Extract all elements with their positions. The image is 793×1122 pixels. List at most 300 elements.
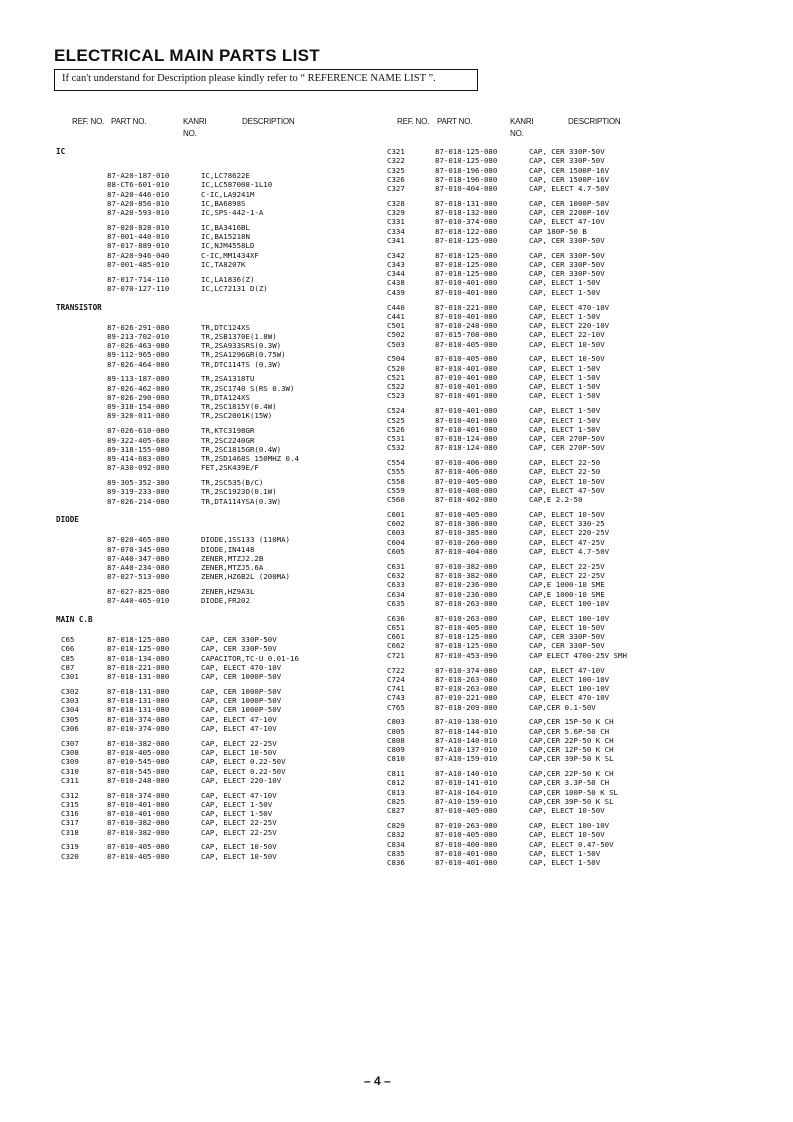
- description: CAP, ELECT 0.22-50V: [201, 757, 286, 767]
- description: CAP, ELECT 1-50V: [529, 415, 601, 425]
- part-no: 87-A20-187-010: [107, 171, 170, 181]
- description: CAP,CER 12P-50 K CH: [529, 745, 614, 755]
- ref-no: C318: [61, 827, 79, 837]
- part-no: 87-010-401-080: [107, 799, 170, 809]
- part-no: 87-020-465-080: [107, 535, 170, 545]
- description: CAP, ELECT 100-10V: [529, 821, 610, 831]
- description: CAP, ELECT 1-50V: [529, 848, 601, 858]
- part-no: 87-010-221-080: [435, 693, 498, 703]
- description: CAP, CER 1000P-50V: [201, 705, 282, 715]
- description: CAP, CER 1500P-16V: [529, 174, 610, 184]
- ref-no: C554: [387, 458, 405, 468]
- part-no: 87-010-374-080: [107, 714, 170, 724]
- ref-no: C307: [61, 738, 79, 748]
- part-no: 87-010-405-080: [435, 622, 498, 632]
- part-no: 87-010-374-080: [435, 665, 498, 675]
- ref-no: C440: [387, 302, 405, 312]
- ref-no: C560: [387, 495, 405, 505]
- ref-no: C603: [387, 528, 405, 538]
- ref-no: C320: [61, 851, 79, 861]
- description: CAP, ELECT 220-10V: [529, 321, 610, 331]
- ref-no: C502: [387, 330, 405, 340]
- left-header-desc: DESCRIPTION: [242, 117, 295, 126]
- right-header-desc: DESCRIPTION: [568, 117, 621, 126]
- description: IC,SPS-442-1-A: [201, 208, 264, 218]
- part-no: 87-018-131-080: [435, 198, 498, 208]
- part-no: 87-015-708-080: [435, 330, 498, 340]
- description: CAP, ELECT 47-10V: [529, 665, 605, 675]
- ref-no: C504: [387, 354, 405, 364]
- part-no: 87-A10-140-010: [435, 769, 498, 779]
- description: CAP, ELECT 22-25V: [529, 561, 605, 571]
- part-no: 89-305-352-380: [107, 478, 170, 488]
- part-no: 87-010-248-080: [435, 321, 498, 331]
- description: CAP, ELECT 1-50V: [529, 858, 601, 868]
- description: ZENER,MTZJ2.2B: [201, 553, 264, 563]
- description: CAP,CER 39P-50 K SL: [529, 796, 614, 806]
- ref-no: C331: [387, 217, 405, 227]
- description: CAP, ELECT 1-50V: [529, 372, 601, 382]
- ref-no: C524: [387, 406, 405, 416]
- description: CAP, ELECT 22-10V: [529, 330, 605, 340]
- description: CAP, ELECT 47-25V: [529, 537, 605, 547]
- ref-no: C651: [387, 622, 405, 632]
- left-header-kanri: KANRI: [183, 117, 207, 126]
- description: CAP, CER 1000P-50V: [201, 696, 282, 706]
- right-header-part: PART NO.: [437, 117, 473, 126]
- section-heading: IC: [56, 147, 66, 156]
- ref-no: C808: [387, 735, 405, 745]
- description: TR,2SC535(B/C): [201, 478, 264, 488]
- description: CAP, ELECT 1-50V: [529, 406, 601, 416]
- page-number: – 4 –: [364, 1074, 391, 1088]
- part-no: 87-010-400-080: [435, 839, 498, 849]
- part-no: 87-010-236-080: [435, 580, 498, 590]
- part-no: 87-010-263-080: [435, 613, 498, 623]
- ref-no: C633: [387, 580, 405, 590]
- description: CAP, ELECT 10-50V: [529, 830, 605, 840]
- description: CAP,CER 0.1-50V: [529, 702, 596, 712]
- ref-no: C722: [387, 665, 405, 675]
- ref-no: C835: [387, 848, 405, 858]
- ref-no: C724: [387, 674, 405, 684]
- part-no: 87-A10-140-010: [435, 735, 498, 745]
- ref-no: C329: [387, 208, 405, 218]
- description: CAP, ELECT 47-10V: [201, 790, 277, 800]
- part-no: 87-010-385-080: [435, 528, 498, 538]
- ref-no: C632: [387, 571, 405, 581]
- description: CAP, ELECT 1-50V: [529, 287, 601, 297]
- part-no: 87-018-131-080: [107, 696, 170, 706]
- part-no: 87-010-221-080: [107, 662, 170, 672]
- part-no: 87-A20-446-010: [107, 189, 170, 199]
- part-no: 87-010-408-080: [435, 485, 498, 495]
- description: CAP, ELECT 10-50V: [201, 842, 277, 852]
- part-no: 87-018-196-080: [435, 165, 498, 175]
- description: CAP, CER 330P-50V: [201, 644, 277, 654]
- description: CAP,CER 39P-50 K SL: [529, 754, 614, 764]
- ref-no: C321: [387, 147, 405, 156]
- part-no: 87-001-485-010: [107, 259, 170, 269]
- part-no: 87-018-131-080: [107, 672, 170, 682]
- description: CAP, CER 330P-50V: [529, 259, 605, 269]
- part-no: 87-017-889-010: [107, 241, 170, 251]
- part-no: 87-018-131-080: [107, 686, 170, 696]
- ref-no: C87: [61, 662, 75, 672]
- ref-no: C303: [61, 696, 79, 706]
- description: CAP, ELECT 100-10V: [529, 598, 610, 608]
- description: CAP, ELECT 330-25: [529, 519, 605, 529]
- part-no: 87-010-386-080: [435, 519, 498, 529]
- description: CAP, CER 330P-50V: [529, 632, 605, 642]
- ref-no: C809: [387, 745, 405, 755]
- description: IC,BA6898S: [201, 198, 246, 208]
- part-no: 87-A40-234-080: [107, 563, 170, 573]
- part-no: 87-010-382-080: [435, 561, 498, 571]
- description: C-IC,MM1434XF: [201, 250, 259, 260]
- ref-no: C521: [387, 372, 405, 382]
- description: CAP, ELECT 100-10V: [529, 613, 610, 623]
- part-no: 87-010-404-080: [435, 546, 498, 556]
- left-header-ref: REF. NO.: [72, 117, 105, 126]
- part-no: 87-010-401-080: [435, 415, 498, 425]
- part-no: 87-018-124-080: [435, 443, 498, 453]
- ref-no: C601: [387, 509, 405, 519]
- description: TR,2SA1296GR(0.75W): [201, 350, 286, 360]
- part-no: 87-018-125-080: [107, 635, 170, 645]
- part-no: 89-320-011-080: [107, 411, 170, 421]
- ref-no: C302: [61, 686, 79, 696]
- description: TR,KTC3198GR: [201, 426, 255, 436]
- description: TR,2SC2001K(15W): [201, 411, 273, 421]
- part-no: 87-026-463-080: [107, 341, 170, 351]
- part-no: 87-010-401-080: [435, 311, 498, 321]
- ref-no: C834: [387, 839, 405, 849]
- part-no: 87-010-545-080: [107, 757, 170, 767]
- description: CAP, ELECT 10-50V: [529, 476, 605, 486]
- ref-no: C501: [387, 321, 405, 331]
- part-no: 87-010-382-080: [107, 827, 170, 837]
- description: TR,DTA124XS: [201, 392, 250, 402]
- description: CAP, ELECT 22-25V: [529, 571, 605, 581]
- description: TR,DTC114TS (0.3W): [201, 359, 282, 369]
- ref-no: C829: [387, 821, 405, 831]
- description: TR,2SB1370E(1.8W): [201, 331, 277, 341]
- part-no: 87-026-214-080: [107, 496, 170, 506]
- description: IC,LA1836(Z): [201, 274, 255, 284]
- part-no: 87-070-127-110: [107, 284, 170, 293]
- part-no: 87-018-125-080: [435, 641, 498, 651]
- description: CAP ELECT 4700-25V SMH: [529, 650, 627, 660]
- part-no: 87-A10-138-010: [435, 717, 498, 727]
- part-no: 89-318-155-080: [107, 444, 170, 454]
- description: CAP, CER 1000P-50V: [201, 686, 282, 696]
- part-no: 87-010-263-080: [435, 684, 498, 693]
- part-no: 87-A10-137-010: [435, 745, 498, 755]
- description: CAP, ELECT 47-10V: [529, 217, 605, 227]
- part-no: 87-A10-159-010: [435, 796, 498, 806]
- ref-no: C520: [387, 363, 405, 373]
- part-no: 87-010-401-080: [435, 848, 498, 858]
- part-no: 87-001-440-010: [107, 232, 170, 242]
- part-no: 87-010-402-080: [435, 495, 498, 505]
- description: CAP, CER 330P-50V: [529, 147, 605, 156]
- description: CAP,E 2.2-50: [529, 495, 583, 505]
- description: CAP, CER 330P-50V: [201, 635, 277, 645]
- description: IC,TA8207K: [201, 259, 246, 269]
- ref-no: C825: [387, 796, 405, 806]
- ref-no: C315: [61, 799, 79, 809]
- part-no: 87-010-545-080: [107, 766, 170, 776]
- description: CAP,CER 22P-50 K CH: [529, 769, 614, 779]
- description: CAP,CER 3.3P-50 CH: [529, 778, 610, 788]
- part-no: 87-018-122-080: [435, 226, 498, 236]
- right-header-ref: REF. NO.: [397, 117, 430, 126]
- part-no: 88-CT6-601-010: [107, 180, 170, 190]
- description: TR,2SC1740 S(RS 0.3W): [201, 383, 295, 393]
- description: CAP, ELECT 1-50V: [201, 799, 273, 809]
- description: CAP, CER 330P-50V: [529, 250, 605, 260]
- ref-no: C803: [387, 717, 405, 727]
- description: CAP,CER 22P-50 K CH: [529, 735, 614, 745]
- description: TR,2SC1815Y(0.4W): [201, 402, 277, 412]
- part-no: 87-017-714-110: [107, 274, 170, 284]
- ref-no: C522: [387, 382, 405, 392]
- description: CAP, ELECT 220-25V: [529, 528, 610, 538]
- ref-no: C327: [387, 184, 405, 193]
- part-no: 87-A40-347-080: [107, 553, 170, 563]
- ref-no: C526: [387, 424, 405, 434]
- ref-no: C525: [387, 415, 405, 425]
- part-no: 87-018-125-080: [435, 259, 498, 269]
- ref-no: C836: [387, 858, 405, 868]
- ref-no: C342: [387, 250, 405, 260]
- description: CAP, ELECT 100-10V: [529, 674, 610, 684]
- ref-no: C523: [387, 391, 405, 401]
- ref-no: C304: [61, 705, 79, 715]
- part-no: 87-010-382-080: [435, 571, 498, 581]
- part-no: 87-010-453-090: [435, 650, 498, 660]
- description: CAP, ELECT 1-50V: [529, 363, 601, 373]
- ref-no: C343: [387, 259, 405, 269]
- ref-no: C605: [387, 546, 405, 556]
- ref-no: C558: [387, 476, 405, 486]
- description: CAP, CER 330P-50V: [529, 641, 605, 651]
- description: CAP, ELECT 1-50V: [529, 278, 601, 288]
- ref-no: C344: [387, 269, 405, 279]
- ref-no: C325: [387, 165, 405, 175]
- ref-no: C661: [387, 632, 405, 642]
- ref-no: C555: [387, 467, 405, 477]
- ref-no: C312: [61, 790, 79, 800]
- part-no: 87-018-125-080: [435, 632, 498, 642]
- part-no: 87-027-513-080: [107, 572, 170, 582]
- description: CAPACITOR,TC-U 0.01-16: [201, 653, 299, 663]
- description: CAP, ELECT 10-50V: [201, 748, 277, 757]
- part-no: 87-010-405-080: [435, 509, 498, 519]
- ref-no: C319: [61, 842, 79, 852]
- ref-no: C503: [387, 339, 405, 349]
- part-no: 89-213-702-010: [107, 331, 170, 341]
- description: CAP, ELECT 10-50V: [529, 339, 605, 349]
- part-no: 87-026-291-080: [107, 322, 170, 332]
- ref-no: C309: [61, 757, 79, 767]
- left-header-kanri-no: NO.: [183, 129, 197, 138]
- part-no: 89-113-187-080: [107, 374, 170, 384]
- description: TR,2SC2240GR: [201, 435, 255, 445]
- part-no: 89-319-233-080: [107, 487, 170, 497]
- ref-no: C604: [387, 537, 405, 547]
- description: IC,BA3416BL: [201, 222, 250, 232]
- part-no: 87-010-405-080: [435, 339, 498, 349]
- part-no: 87-010-260-080: [435, 537, 498, 547]
- ref-no: C811: [387, 769, 405, 779]
- part-no: 87-010-405-080: [435, 476, 498, 486]
- ref-no: C635: [387, 598, 405, 608]
- ref-no: C85: [61, 653, 75, 663]
- description: CAP, ELECT 4.7-50V: [529, 184, 610, 193]
- ref-no: C805: [387, 726, 405, 736]
- ref-no: C310: [61, 766, 79, 776]
- part-no: 87-010-405-080: [435, 830, 498, 840]
- part-no: 87-010-404-080: [435, 184, 498, 193]
- notice-text: If can't understand for Description please kindly refer to “ REFERENCE NAME LIST ”.: [62, 73, 436, 84]
- description: IC,BA15218N: [201, 232, 250, 242]
- ref-no: C662: [387, 641, 405, 651]
- ref-no: C636: [387, 613, 405, 623]
- part-no: 87-010-374-080: [107, 723, 170, 733]
- ref-no: C308: [61, 748, 79, 757]
- part-no: 87-018-196-080: [435, 174, 498, 184]
- ref-no: C66: [61, 644, 75, 654]
- part-no: 87-010-406-080: [435, 467, 498, 477]
- part-no: 87-018-131-080: [107, 705, 170, 715]
- description: TR,2SD1468S 150MHZ 0.4: [201, 454, 299, 464]
- ref-no: C438: [387, 278, 405, 288]
- description: CAP, ELECT 1-50V: [529, 311, 601, 321]
- description: CAP, ELECT 10-50V: [529, 806, 605, 816]
- ref-no: C812: [387, 778, 405, 788]
- description: CAP,CER 5.6P-50 CH: [529, 726, 610, 736]
- ref-no: C741: [387, 684, 405, 693]
- part-no: 87-018-141-010: [435, 778, 498, 788]
- description: CAP, ELECT 1-50V: [529, 382, 601, 392]
- part-no: 87-018-125-080: [435, 269, 498, 279]
- description: TR,2SC1923O(0.1W): [201, 487, 277, 497]
- part-no: 87-026-610-080: [107, 426, 170, 436]
- description: CAP, ELECT 10-50V: [529, 354, 605, 364]
- ref-no: C301: [61, 672, 79, 682]
- part-no: 87-010-374-080: [435, 217, 498, 227]
- ref-no: C306: [61, 723, 79, 733]
- ref-no: C531: [387, 434, 405, 443]
- description: CAP, ELECT 47-10V: [201, 714, 277, 724]
- description: DIODE,1SS133 (110MA): [201, 535, 290, 545]
- part-no: 87-010-401-080: [435, 382, 498, 392]
- part-no: 87-010-405-080: [435, 354, 498, 364]
- page-title: ELECTRICAL MAIN PARTS LIST: [54, 46, 320, 65]
- section-heading: DIODE: [56, 515, 79, 525]
- description: IC,LC78622E: [201, 171, 250, 181]
- part-no: 87-010-382-080: [107, 738, 170, 748]
- description: CAP, CER 2200P-16V: [529, 208, 610, 218]
- description: CAP, ELECT 22-50: [529, 467, 601, 477]
- part-no: 87-A10-159-010: [435, 754, 498, 764]
- part-no: 87-010-405-080: [107, 748, 170, 757]
- description: TR,DTC124XS: [201, 322, 250, 332]
- part-no: 87-A40-465-010: [107, 596, 170, 606]
- ref-no: C721: [387, 650, 405, 660]
- right-header-kanri: KANRI: [510, 117, 534, 126]
- ref-no: C832: [387, 830, 405, 840]
- part-no: 87-026-464-080: [107, 359, 170, 369]
- ref-no: C328: [387, 198, 405, 208]
- part-no: 87-A30-092-080: [107, 463, 170, 473]
- part-no: 87-010-401-080: [435, 406, 498, 416]
- ref-no: C602: [387, 519, 405, 529]
- section-heading: TRANSISTOR: [56, 302, 102, 312]
- ref-no: C65: [61, 635, 75, 645]
- description: IC,NJM4558LD: [201, 241, 255, 251]
- part-no: 87-010-248-080: [107, 775, 170, 785]
- description: CAP, ELECT 22-25V: [201, 738, 277, 748]
- description: CAP, ELECT 1-50V: [529, 391, 601, 401]
- part-no: 87-018-132-080: [435, 208, 498, 218]
- part-no: 87-070-345-080: [107, 544, 170, 554]
- part-no: 87-010-401-080: [435, 391, 498, 401]
- ref-no: C765: [387, 702, 405, 712]
- description: CAP, CER 1500P-16V: [529, 165, 610, 175]
- description: CAP, ELECT 10-50V: [529, 622, 605, 632]
- description: CAP, CER 330P-50V: [529, 269, 605, 279]
- part-no: 87-010-405-080: [107, 842, 170, 852]
- part-no: 87-020-828-010: [107, 222, 170, 232]
- description: CAP, ELECT 100-10V: [529, 684, 610, 693]
- part-no: 87-010-401-080: [435, 424, 498, 434]
- part-no: 87-018-125-080: [107, 644, 170, 654]
- part-no: 87-018-125-080: [435, 250, 498, 260]
- ref-no: C441: [387, 311, 405, 321]
- part-no: 87-A10-164-010: [435, 787, 498, 797]
- part-no: 87-010-401-080: [435, 372, 498, 382]
- description: CAP,E 1000-10 SME: [529, 580, 605, 590]
- description: CAP, CER 1000P-50V: [529, 198, 610, 208]
- description: DIODE,IN4148: [201, 544, 255, 554]
- description: CAP, ELECT 0.22-50V: [201, 766, 286, 776]
- part-no: 87-010-236-080: [435, 589, 498, 599]
- description: CAP, ELECT 47-50V: [529, 485, 605, 495]
- description: CAP, ELECT 1-50V: [201, 809, 273, 819]
- description: TR,DTA114YSA(0.3W): [201, 496, 282, 506]
- part-no: 89-112-965-080: [107, 350, 170, 360]
- description: CAP,E 1000-10 SME: [529, 589, 605, 599]
- description: CAP, ELECT 220-10V: [201, 775, 282, 785]
- ref-no: C439: [387, 287, 405, 297]
- part-no: 87-010-382-080: [107, 818, 170, 828]
- part-no: 87-018-209-080: [435, 702, 498, 712]
- description: IC,LC587008-1L10: [201, 180, 273, 190]
- description: C-IC,LA9241M: [201, 189, 255, 199]
- description: CAP, ELECT 1-50V: [529, 424, 601, 434]
- ref-no: C316: [61, 809, 79, 819]
- ref-no: C532: [387, 443, 405, 453]
- description: CAP, ELECT 22-50: [529, 458, 601, 468]
- description: CAP, CER 270P-50V: [529, 434, 605, 443]
- notice-box: [54, 69, 478, 91]
- part-no: 89-322-405-680: [107, 435, 170, 445]
- ref-no: C634: [387, 589, 405, 599]
- ref-no: C827: [387, 806, 405, 816]
